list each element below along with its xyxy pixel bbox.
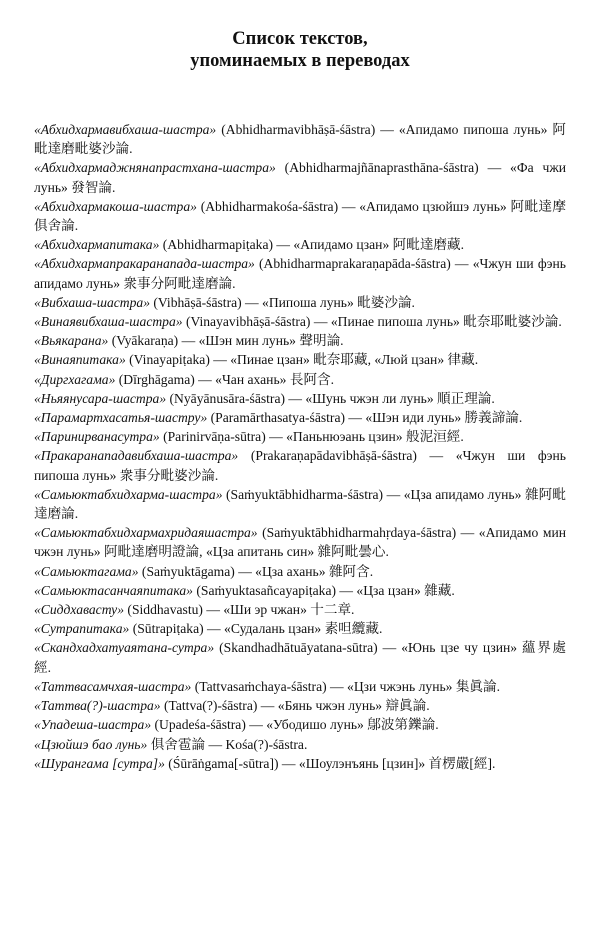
list-item — [34, 235, 566, 254]
entry-russian-title: «Ньяянусара-шастра» — [34, 390, 167, 406]
entry-details: (Vinayavibhāṣā-śāstra) — «Пинае пипоша лунь» 毗奈耶毗婆沙論. — [182, 314, 562, 330]
entry-details: (Vyākaraṇa) — «Шэн мин лунь» 聲明論. — [108, 333, 344, 349]
entry-details: (Sūtrapiṭaka) — «Судалань цзан» 素呾纜藏. — [129, 621, 383, 637]
list-item — [34, 158, 566, 196]
list-item — [34, 254, 566, 292]
entry-russian-title: «Диргхагама» — [34, 371, 116, 387]
list-item — [34, 427, 566, 446]
list-item — [34, 562, 566, 581]
entry-details: (Abhidharmapiṭaka) — «Апидамо цзан» 阿毗達磨藏. — [159, 237, 465, 253]
list-item — [34, 370, 566, 389]
list-item — [34, 293, 566, 312]
entry-russian-title: «Парамартхасатья-шастру» — [34, 410, 208, 426]
list-item — [34, 677, 566, 696]
entry-russian-title: «Самьюктабхидхарма-шастра» — [34, 486, 223, 502]
entry-russian-title: «Вьякарана» — [34, 333, 109, 349]
entry-russian-title: «Абхидхармаджнянапрастхана-шастра» — [34, 160, 276, 176]
entry-russian-title: «Паринирванасутра» — [34, 429, 160, 445]
entry-russian-title: «Самьюктабхидхармахридаяшастра» — [34, 525, 258, 541]
entry-details: (Parinirvāṇa-sūtra) — «Паньнюэань цзин» 般泥洹經. — [159, 429, 464, 445]
entry-russian-title: «Упадеша-шастра» — [34, 717, 152, 733]
entry-russian-title: «Скандхадхатуаятана-сутра» — [34, 640, 215, 656]
entry-details: (Saṁyuktāgama) — «Цза ахань» 雜阿含. — [138, 563, 374, 579]
entry-details: (Vinayapiṭaka) — «Пинае цзан» 毗奈耶藏, «Люй цзан» 律藏. — [125, 352, 479, 368]
page-title — [0, 28, 600, 72]
entry-russian-title: «Абхидхармакоша-шастра» — [34, 198, 197, 214]
page-title-line-2: упоминаемых в переводах — [190, 51, 410, 71]
entry-russian-title: «Абхидхармапитака» — [34, 237, 160, 253]
entry-russian-title: «Самьюктасанчаяпитака» — [34, 582, 193, 598]
entry-details: (Abhidharmaprakaraṇapāda-śāstra) — «Чжун ши фэнь апидамо лунь» 衆事分阿毗達磨論. — [34, 256, 566, 291]
entry-details: (Saṁyuktābhidharmahṛdaya-śāstra) — «Апидамо мин чжэн лунь» 阿毗達磨明證論, «Цза апитань син» 雜阿毗曇心. — [34, 525, 566, 560]
list-item — [34, 408, 566, 427]
entry-russian-title: «Таттвасамчхая-шастра» — [34, 678, 192, 694]
entry-details: (Skandhadhātuāyatana-sūtra) — «Юнь цзе чу цзин» 蘊界處經. — [34, 640, 566, 675]
entry-russian-title: «Таттва(?)-шастра» — [34, 698, 161, 714]
list-item — [34, 619, 566, 638]
entry-russian-title: «Винаявибхаша-шастра» — [34, 314, 183, 330]
entry-details: (Paramārthasatya-śāstra) — «Шэн иди лунь» 勝義諦論. — [207, 410, 523, 426]
entry-details: (Saṁyuktābhidharma-śāstra) — «Цза апидамо лунь» 雜阿毗達磨論. — [34, 486, 566, 522]
entry-russian-title: «Сутрапитака» — [34, 621, 130, 637]
list-item — [34, 331, 566, 350]
entry-details: 俱舍雹論 — Kośa(?)-śāstra. — [147, 736, 308, 752]
text-list — [34, 120, 566, 773]
entry-russian-title: «Самьюктагама» — [34, 563, 139, 579]
entry-details: (Vibhāṣā-śāstra) — «Пипоша лунь» 毗婆沙論. — [150, 294, 415, 310]
list-item — [34, 638, 566, 676]
list-item — [34, 715, 566, 734]
list-item — [34, 312, 566, 331]
entry-russian-title: «Абхидхармавибхаша-шастра» — [34, 122, 217, 137]
entry-russian-title: «Вибхаша-шастра» — [34, 294, 150, 310]
list-item — [34, 696, 566, 715]
list-item — [34, 350, 566, 369]
list-item — [34, 754, 566, 773]
entry-details: (Abhidharmakośa-śāstra) — «Апидамо цзюйшэ лунь» 阿毗達摩俱舍論. — [34, 198, 566, 234]
list-item — [34, 446, 566, 484]
entry-details: (Saṁyuktasañcayapiṭaka) — «Цза цзан» 雜藏. — [192, 582, 455, 598]
entry-details: (Dīrghāgama) — «Чан ахань» 長阿含. — [115, 371, 335, 387]
entry-russian-title: «Цзюйшэ бао лунь» — [34, 736, 148, 752]
entry-russian-title: «Абхидхармапракаранапада-шастра» — [34, 256, 255, 272]
list-item — [34, 581, 566, 600]
entry-details: (Upadeśa-śāstra) — «Убодишо лунь» 鄔波第鑠論. — [151, 717, 439, 733]
entry-russian-title: «Сиддхавасту» — [34, 602, 125, 618]
list-item — [34, 389, 566, 408]
entry-details: (Prakaraṇapādavibhāṣā-śāstra) — «Чжун ши фэнь пипоша лунь» 衆事分毗婆沙論. — [34, 448, 566, 483]
list-item — [34, 735, 566, 754]
entry-details: (Nyāyānusāra-śāstra) — «Шунь чжэн ли лунь» 順正理論. — [166, 390, 495, 406]
entry-russian-title: «Винаяпитака» — [34, 352, 126, 368]
entry-russian-title: «Шурангама [сутра]» — [34, 755, 165, 771]
entry-details: (Tattvasaṁchaya-śāstra) — «Цзи чжэнь лунь» 集眞論. — [191, 678, 501, 694]
entry-details: (Śūrāṅgama[-sūtra]) — «Шоулэнъянь [цзин]» 首楞嚴[經]. — [164, 755, 496, 771]
entry-details: (Abhidharmavibhāṣā-śāstra) — «Апидамо пипоша лунь» 阿毗達磨毗婆沙論. — [34, 122, 566, 157]
list-item — [34, 120, 566, 158]
list-item — [34, 485, 566, 523]
entry-russian-title: «Пракаранападавибхаша-шастра» — [34, 448, 239, 464]
list-item — [34, 523, 566, 561]
entry-details: (Siddhavastu) — «Ши эр чжан» 十二章. — [124, 602, 355, 618]
entry-details: (Tattva(?)-śāstra) — «Бянь чжэн лунь» 辯眞論. — [160, 698, 430, 714]
page-title-line-1: Список текстов, — [232, 29, 368, 49]
list-item — [34, 197, 566, 235]
entry-details: (Abhidharmajñānaprasthāna-śāstra) — «Фа чжи лунь» 發智論. — [34, 160, 566, 195]
list-item — [34, 600, 566, 619]
